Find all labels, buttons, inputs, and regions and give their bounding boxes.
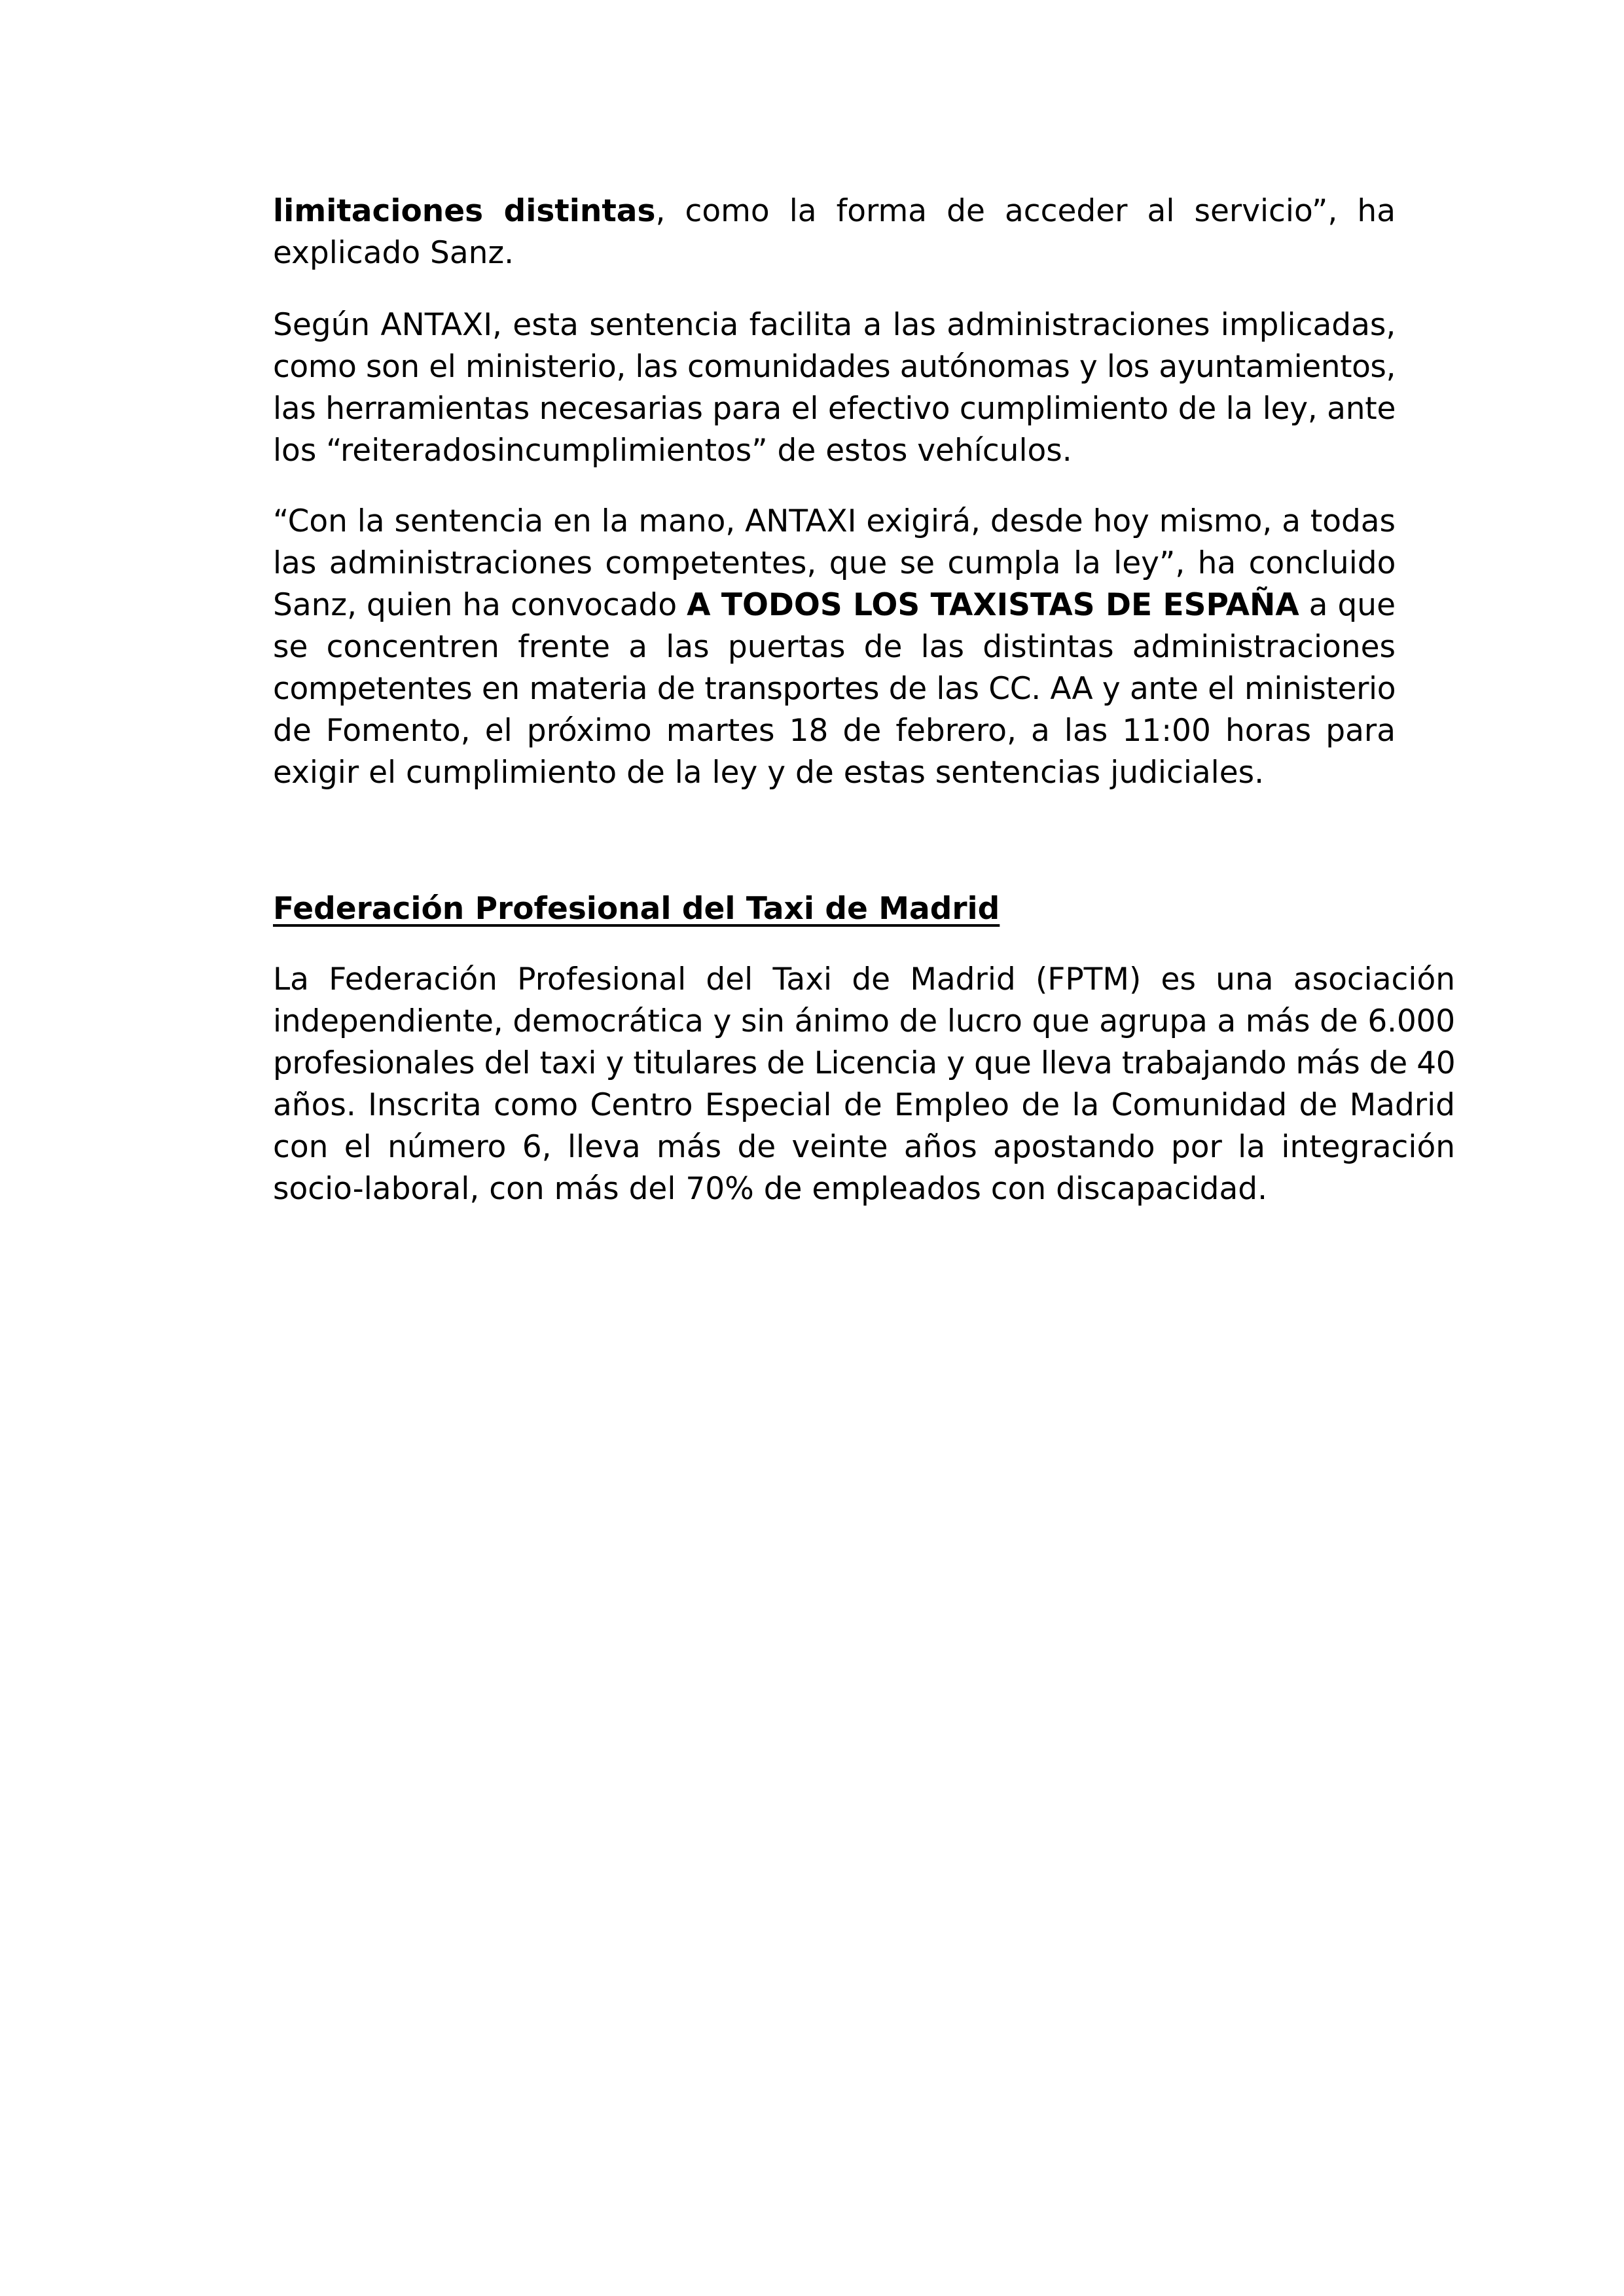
text-line: con el número 6, lleva más de veinte años apostando por la integración [273, 1129, 1455, 1165]
text-fragment: a que [1299, 587, 1396, 623]
text-line: independiente, democrática y sin ánimo de lucro que agrupa a más de 6.000 [273, 1003, 1455, 1039]
text-line: se concentren frente a las puertas de las distintas administraciones [273, 629, 1396, 665]
text-fragment: , como la forma de acceder al servicio”, ha [655, 193, 1396, 229]
bold-phrase: A TODOS LOS TAXISTAS DE ESPAÑA [687, 587, 1299, 623]
text-line: Según ANTAXI, esta sentencia facilita a las administraciones implicadas, [273, 307, 1396, 343]
text-line: de Fomento, el próximo martes 18 de febrero, a las 11:00 horas para [273, 713, 1396, 749]
text-line [273, 190, 1396, 232]
paragraph-antaxi-sentence [273, 304, 1396, 472]
text-line: “Con la sentencia en la mano, ANTAXI exigirá, desde hoy mismo, a todas [273, 503, 1396, 539]
paragraph-sanz-explanation [273, 190, 1396, 274]
text-line: explicado Sanz. [273, 235, 514, 271]
text-fragment: Sanz, quien ha convocado [273, 587, 687, 623]
text-line: competentes en materia de transportes de las CC. AA y ante el ministerio [273, 671, 1396, 707]
text-line: exigir el cumplimiento de la ley y de estas sentencias judiciales. [273, 755, 1265, 791]
text-line [273, 584, 1396, 626]
bold-phrase: limitaciones distintas [273, 193, 656, 229]
text-line: años. Inscrita como Centro Especial de Empleo de la Comunidad de Madrid [273, 1087, 1455, 1123]
text-line: las herramientas necesarias para el efectivo cumplimiento de la ley, ante [273, 391, 1396, 427]
text-line: los “reiteradosincumplimientos” de estos vehículos. [273, 433, 1072, 469]
text-line: socio-laboral, con más del 70% de empleados con discapacidad. [273, 1171, 1268, 1207]
text-line: La Federación Profesional del Taxi de Madrid (FPTM) es una asociación [273, 961, 1455, 997]
text-line: profesionales del taxi y titulares de Licencia y que lleva trabajando más de 40 [273, 1045, 1456, 1081]
section-heading: Federación Profesional del Taxi de Madrid [273, 891, 1000, 927]
text-line: las administraciones competentes, que se cumpla la ley”, ha concluido [273, 545, 1396, 581]
text-line: como son el ministerio, las comunidades autónomas y los ayuntamientos, [273, 349, 1396, 385]
paragraph-fptm-description [273, 959, 1455, 1210]
paragraph-call-to-action [273, 501, 1396, 794]
